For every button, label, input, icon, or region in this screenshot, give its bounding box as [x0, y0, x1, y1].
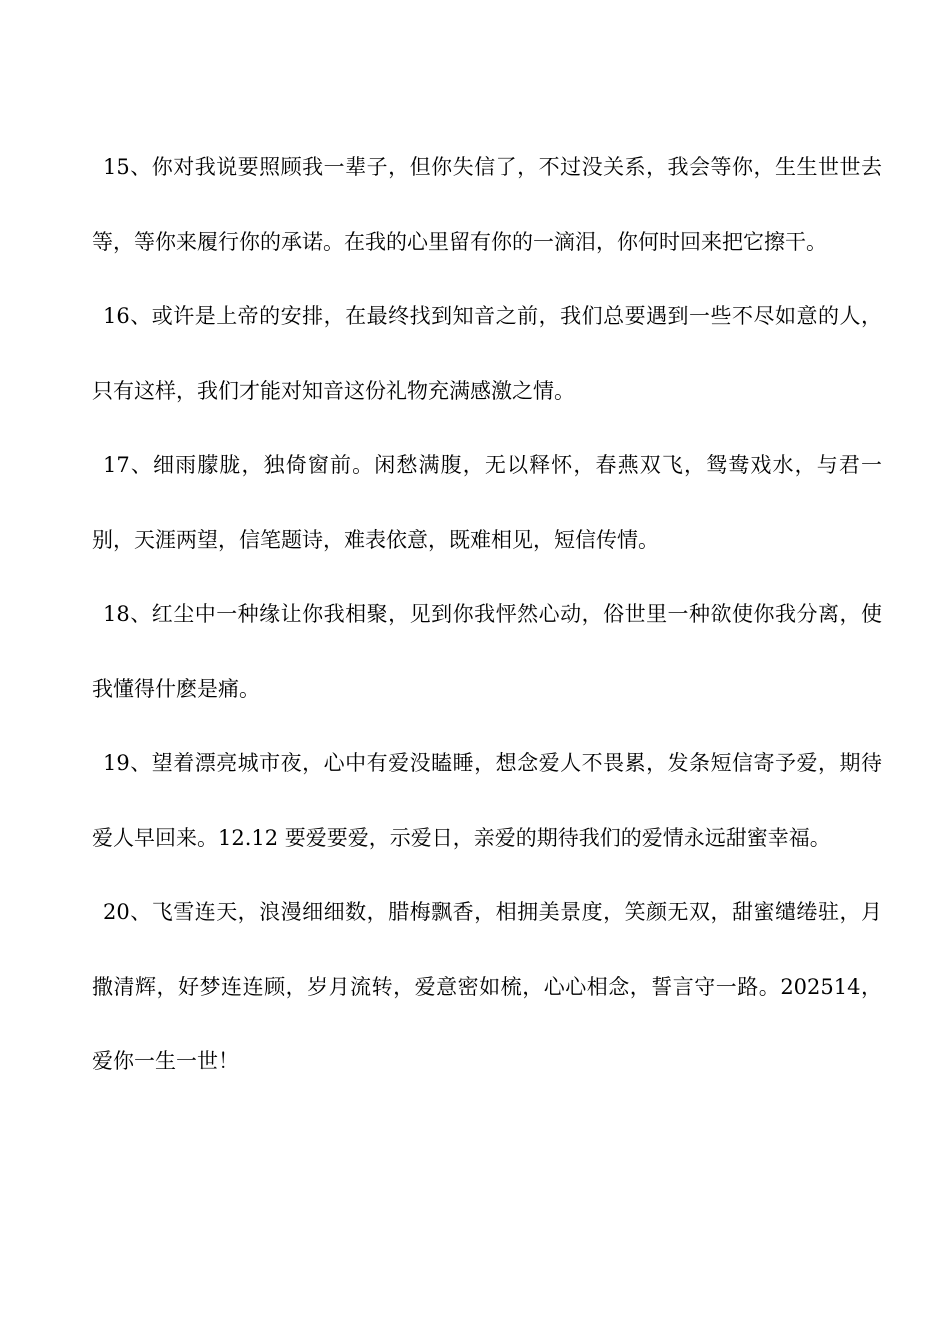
- document-body: [92, 130, 882, 1099]
- paragraph-20: 20、飞雪连天，浪漫细细数，腊梅飘香，相拥美景度，笑颜无双，甜蜜缱绻驻，月撒清辉，好梦连连顾，岁月流转，爱意密如梳，心心相念，誓言守一路。202514，爱你一生一世！: [92, 900, 882, 1073]
- paragraph-18: 18、红尘中一种缘让你我相聚，见到你我怦然心动，俗世里一种欲使你我分离，使我懂得什麽是痛。: [92, 602, 882, 701]
- paragraph-19: 19、望着漂亮城市夜，心中有爱没瞌睡，想念爱人不畏累，发条短信寄予爱，期待爱人早回来。12.12 要爱要爱，示爱日，亲爱的期待我们的爱情永远甜蜜幸福。: [92, 751, 882, 850]
- paragraph-17: 17、细雨朦胧，独倚窗前。闲愁满腹，无以释怀，春燕双飞，鸳鸯戏水，与君一别，天涯两望，信笔题诗，难表依意，既难相见，短信传情。: [92, 453, 882, 552]
- paragraph-16: 16、或许是上帝的安排，在最终找到知音之前，我们总要遇到一些不尽如意的人，只有这样，我们才能对知音这份礼物充满感激之情。: [92, 304, 882, 403]
- paragraph-15: 15、你对我说要照顾我一辈子，但你失信了，不过没关系，我会等你，生生世世去等，等你来履行你的承诺。在我的心里留有你的一滴泪，你何时回来把它擦干。: [92, 155, 882, 254]
